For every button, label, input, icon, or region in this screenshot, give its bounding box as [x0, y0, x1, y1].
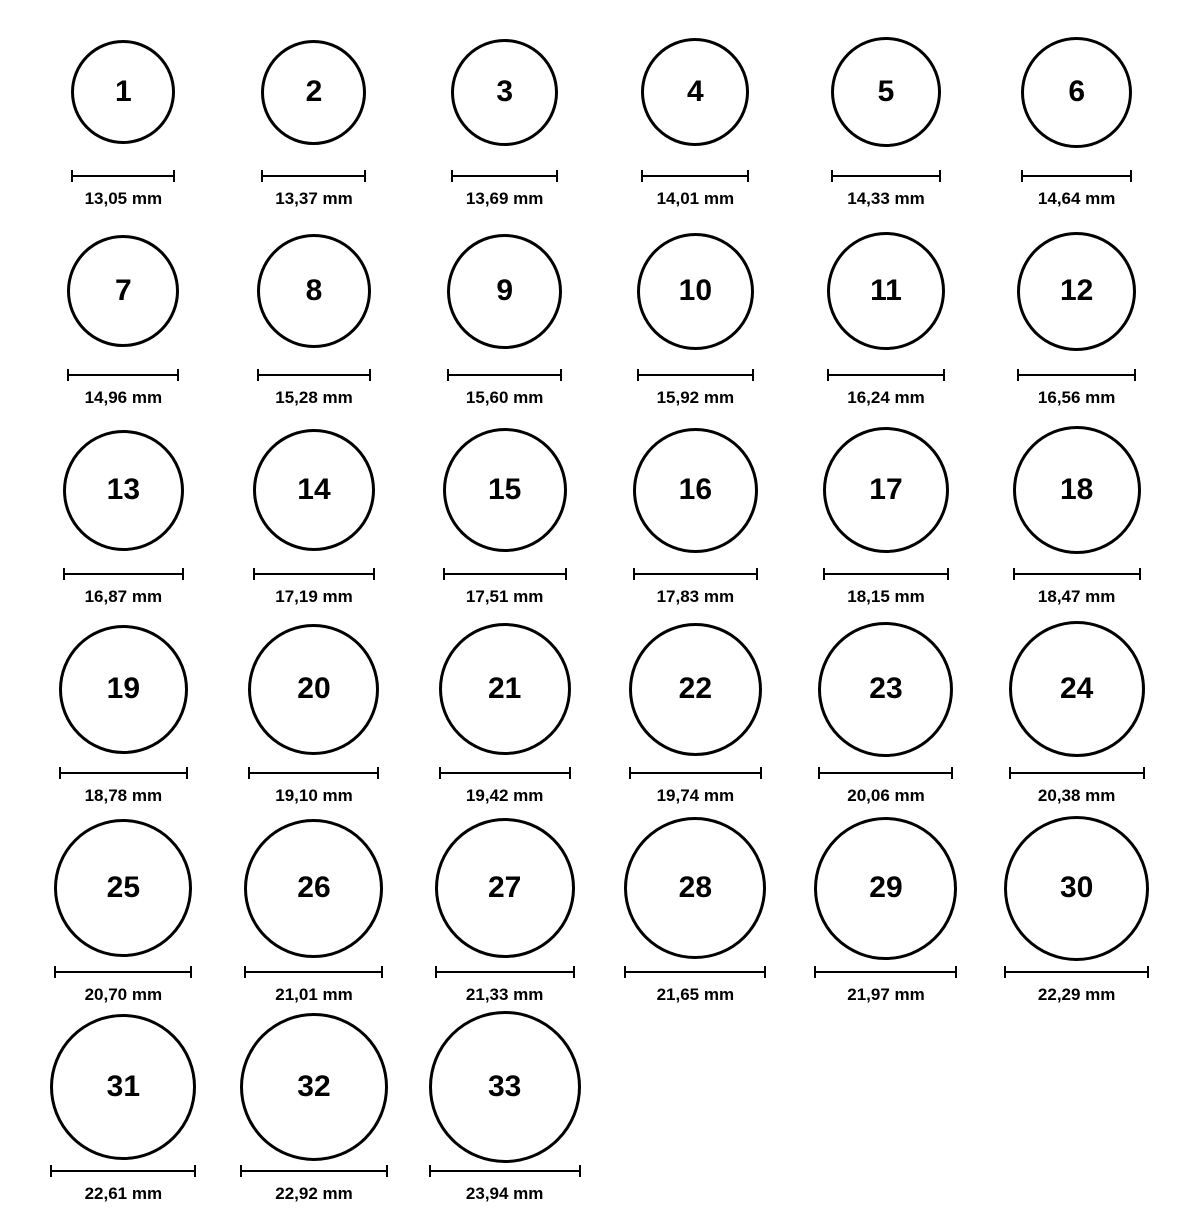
ring-diameter-label: 22,92 mm [275, 1184, 353, 1203]
dimension-tick-left-icon [637, 369, 639, 381]
ring-measure [240, 1165, 388, 1204]
dimension-tick-left-icon [447, 369, 449, 381]
ring-size-number: 2 [305, 75, 323, 108]
ring-circle [67, 235, 179, 347]
dimension-tick-right-icon [760, 767, 762, 779]
dimension-tick-left-icon [439, 767, 441, 779]
ring-size-cell [409, 1011, 600, 1210]
ring-size-cell [600, 613, 791, 812]
ring-size-number: 1 [114, 75, 132, 108]
dimension-tick-right-icon [386, 1165, 388, 1177]
ring-diameter-label: 20,70 mm [84, 985, 163, 1004]
ring-circle-wrap [253, 414, 375, 566]
ring-circle [443, 428, 567, 552]
ring-circle [261, 40, 366, 145]
ring-circle [629, 623, 762, 756]
dimension-line-icon [823, 568, 949, 580]
dimension-tick-right-icon [560, 369, 562, 381]
ring-diameter-label: 13,37 mm [275, 189, 353, 208]
ring-diameter-label: 21,65 mm [656, 985, 735, 1004]
dimension-tick-right-icon [182, 568, 184, 580]
ring-size-number: 4 [686, 75, 704, 108]
ring-measure [435, 966, 575, 1005]
ring-circle-wrap [637, 215, 754, 367]
ring-size-number: 22 [678, 672, 713, 705]
ring-size-number: 26 [297, 871, 331, 904]
ring-diameter-label: 19,10 mm [275, 786, 353, 805]
dimension-tick-right-icon [752, 369, 754, 381]
ring-circle-wrap [624, 812, 766, 964]
ring-diameter-label: 18,15 mm [847, 587, 925, 606]
dimension-line-icon [1017, 369, 1136, 381]
ring-size-grid [28, 16, 1172, 1210]
ring-size-number: 23 [869, 672, 903, 705]
dimension-tick-left-icon [67, 369, 69, 381]
dimension-tick-left-icon [633, 568, 635, 580]
ring-measure [253, 568, 375, 607]
ring-measure [1013, 568, 1141, 607]
ring-measure [244, 966, 383, 1005]
ring-circle [1009, 621, 1145, 757]
dimension-line-icon [1009, 767, 1145, 779]
ring-diameter-label: 17,51 mm [465, 587, 544, 606]
dimension-tick-left-icon [1013, 568, 1015, 580]
dimension-tick-right-icon [369, 369, 371, 381]
dimension-line-icon [629, 767, 762, 779]
dimension-tick-left-icon [818, 767, 820, 779]
dimension-tick-left-icon [71, 170, 73, 182]
ring-circle-wrap [633, 414, 758, 566]
dimension-line-icon [248, 767, 379, 779]
ring-size-number: 20 [297, 672, 331, 705]
ring-circle [451, 39, 558, 146]
dimension-line-icon [827, 369, 945, 381]
ring-circle [54, 819, 192, 957]
dimension-line-icon [59, 767, 188, 779]
dimension-tick-left-icon [443, 568, 445, 580]
ring-diameter-label: 21,33 mm [465, 985, 544, 1004]
ring-diameter-label: 20,06 mm [847, 786, 925, 805]
ring-diameter-label: 18,47 mm [1037, 587, 1116, 606]
ring-size-cell [791, 414, 982, 613]
ring-measure [814, 966, 957, 1005]
ring-size-cell [981, 812, 1172, 1011]
ring-circle [1021, 37, 1132, 148]
ring-circle-wrap [248, 613, 379, 765]
ring-size-cell [219, 16, 410, 215]
dimension-tick-left-icon [261, 170, 263, 182]
dimension-line-icon [818, 767, 953, 779]
dimension-tick-left-icon [54, 966, 56, 978]
ring-circle [831, 37, 941, 147]
ring-circle [1013, 426, 1141, 554]
ring-diameter-label: 15,92 mm [656, 388, 735, 407]
dimension-tick-left-icon [624, 966, 626, 978]
ring-measure [624, 966, 766, 1005]
ring-size-number: 15 [487, 473, 522, 506]
ring-diameter-label: 22,29 mm [1037, 985, 1116, 1004]
ring-circle [248, 624, 379, 755]
ring-diameter-label: 19,74 mm [656, 786, 735, 805]
ring-circle [814, 817, 957, 960]
ring-size-cell [981, 16, 1172, 215]
dimension-line-icon [1021, 170, 1132, 182]
dimension-tick-right-icon [1134, 369, 1136, 381]
ring-diameter-label: 13,69 mm [465, 189, 544, 208]
ring-circle-wrap [443, 414, 567, 566]
ring-size-cell [981, 414, 1172, 613]
ring-measure [831, 170, 941, 209]
dimension-tick-left-icon [827, 369, 829, 381]
dimension-line-icon [63, 568, 184, 580]
ring-diameter-label: 18,78 mm [84, 786, 163, 805]
ring-measure [818, 767, 953, 806]
dimension-tick-left-icon [248, 767, 250, 779]
ring-diameter-label: 14,33 mm [847, 189, 925, 208]
ring-circle-wrap [1009, 613, 1145, 765]
ring-size-cell [409, 414, 600, 613]
ring-circle [447, 234, 562, 349]
ring-size-cell [28, 16, 219, 215]
ring-size-number: 25 [106, 871, 141, 904]
ring-size-cell [28, 812, 219, 1011]
ring-size-cell [981, 215, 1172, 414]
dimension-tick-left-icon [240, 1165, 242, 1177]
ring-size-cell [28, 613, 219, 812]
ring-circle-wrap [451, 16, 558, 168]
dimension-tick-right-icon [756, 568, 758, 580]
dimension-line-icon [637, 369, 754, 381]
dimension-line-icon [814, 966, 957, 978]
ring-circle [1004, 816, 1149, 961]
ring-size-cell [600, 16, 791, 215]
dimension-line-icon [633, 568, 758, 580]
ring-diameter-label: 19,42 mm [465, 786, 544, 805]
dimension-tick-right-icon [947, 568, 949, 580]
ring-circle-wrap [244, 812, 383, 964]
ring-size-number: 12 [1059, 274, 1094, 307]
dimension-tick-right-icon [939, 170, 941, 182]
dimension-line-icon [624, 966, 766, 978]
ring-circle-wrap [71, 16, 175, 168]
ring-size-number: 24 [1059, 672, 1094, 705]
ring-size-cell [219, 613, 410, 812]
ring-circle-wrap [435, 812, 575, 964]
ring-circle-wrap [641, 16, 749, 168]
ring-circle-wrap [63, 414, 184, 566]
ring-circle [253, 429, 375, 551]
dimension-line-icon [244, 966, 383, 978]
ring-measure [1021, 170, 1132, 209]
dimension-tick-left-icon [253, 568, 255, 580]
ring-circle-wrap [827, 215, 945, 367]
ring-diameter-label: 14,96 mm [84, 388, 163, 407]
dimension-tick-right-icon [177, 369, 179, 381]
ring-circle-wrap [261, 16, 366, 168]
ring-measure [827, 369, 945, 408]
ring-diameter-label: 21,97 mm [847, 985, 925, 1004]
dimension-tick-left-icon [429, 1165, 431, 1177]
ring-size-number: 19 [106, 672, 141, 705]
ring-circle-wrap [67, 215, 179, 367]
ring-size-number: 17 [869, 473, 903, 506]
ring-circle-wrap [823, 414, 949, 566]
ring-diameter-label: 23,94 mm [465, 1184, 544, 1203]
ring-circle-wrap [1013, 414, 1141, 566]
ring-circle [59, 625, 188, 754]
dimension-tick-left-icon [63, 568, 65, 580]
dimension-line-icon [67, 369, 179, 381]
dimension-line-icon [443, 568, 567, 580]
ring-measure [257, 369, 371, 408]
dimension-line-icon [54, 966, 192, 978]
ring-circle [257, 234, 371, 348]
ring-measure [823, 568, 949, 607]
ring-size-cell [409, 812, 600, 1011]
ring-size-cell [28, 215, 219, 414]
dimension-tick-left-icon [831, 170, 833, 182]
dimension-line-icon [429, 1165, 581, 1177]
ring-size-number: 18 [1059, 473, 1094, 506]
ring-size-number: 3 [496, 75, 513, 108]
dimension-line-icon [240, 1165, 388, 1177]
ring-circle [637, 233, 754, 350]
ring-measure [261, 170, 366, 209]
ring-circle [63, 430, 184, 551]
dimension-tick-right-icon [1143, 767, 1145, 779]
ring-diameter-label: 22,61 mm [84, 1184, 163, 1203]
ring-diameter-label: 15,28 mm [275, 388, 353, 407]
ring-circle-wrap [831, 16, 941, 168]
ring-circle [244, 819, 383, 958]
ring-size-number: 14 [297, 473, 331, 506]
dimension-line-icon [447, 369, 562, 381]
dimension-tick-right-icon [373, 568, 375, 580]
ring-measure [63, 568, 184, 607]
ring-size-number: 5 [877, 75, 895, 108]
dimension-tick-right-icon [579, 1165, 581, 1177]
ring-diameter-label: 16,56 mm [1037, 388, 1116, 407]
dimension-tick-left-icon [1021, 170, 1023, 182]
dimension-tick-left-icon [641, 170, 643, 182]
dimension-tick-right-icon [747, 170, 749, 182]
dimension-tick-left-icon [257, 369, 259, 381]
ring-circle-wrap [1021, 16, 1132, 168]
dimension-tick-right-icon [194, 1165, 196, 1177]
dimension-tick-right-icon [569, 767, 571, 779]
ring-measure [54, 966, 192, 1005]
dimension-tick-right-icon [190, 966, 192, 978]
ring-circle [823, 427, 949, 553]
ring-size-number: 16 [678, 473, 713, 506]
dimension-tick-left-icon [244, 966, 246, 978]
dimension-tick-left-icon [1017, 369, 1019, 381]
ring-size-number: 13 [106, 473, 141, 506]
ring-circle-wrap [629, 613, 762, 765]
dimension-tick-right-icon [951, 767, 953, 779]
ring-measure [1009, 767, 1145, 806]
dimension-tick-left-icon [451, 170, 453, 182]
ring-circle [71, 40, 175, 144]
ring-size-cell [219, 812, 410, 1011]
dimension-tick-right-icon [1130, 170, 1132, 182]
dimension-tick-left-icon [50, 1165, 52, 1177]
ring-size-number: 32 [297, 1070, 331, 1103]
ring-size-cell [600, 812, 791, 1011]
ring-size-cell [409, 613, 600, 812]
ring-circle [641, 38, 749, 146]
ring-size-number: 8 [305, 274, 323, 307]
ring-circle-wrap [1017, 215, 1136, 367]
ring-size-number: 21 [487, 672, 522, 705]
ring-measure [67, 369, 179, 408]
dimension-tick-left-icon [814, 966, 816, 978]
dimension-tick-right-icon [364, 170, 366, 182]
dimension-line-icon [439, 767, 571, 779]
ring-measure [633, 568, 758, 607]
ring-size-number: 31 [106, 1070, 141, 1103]
ring-measure [641, 170, 749, 209]
ring-measure [429, 1165, 581, 1204]
dimension-tick-right-icon [565, 568, 567, 580]
ring-size-cell [791, 812, 982, 1011]
ring-measure [59, 767, 188, 806]
ring-circle [633, 428, 758, 553]
ring-diameter-label: 16,87 mm [84, 587, 163, 606]
dimension-tick-right-icon [186, 767, 188, 779]
ring-size-cell [219, 414, 410, 613]
ring-size-number: 27 [487, 871, 522, 904]
ring-diameter-label: 21,01 mm [275, 985, 353, 1004]
ring-circle-wrap [240, 1011, 388, 1163]
ring-circle [818, 622, 953, 757]
ring-circle-wrap [59, 613, 188, 765]
ring-size-cell [219, 1011, 410, 1210]
ring-measure [447, 369, 562, 408]
ring-circle [50, 1014, 196, 1160]
ring-size-number: 6 [1068, 75, 1085, 108]
ring-circle [439, 623, 571, 755]
ring-circle [240, 1013, 388, 1161]
ring-size-number: 10 [678, 274, 713, 307]
ring-size-cell [600, 414, 791, 613]
ring-circle-wrap [814, 812, 957, 964]
dimension-tick-right-icon [381, 966, 383, 978]
ring-size-number: 33 [487, 1070, 522, 1103]
ring-circle [435, 818, 575, 958]
dimension-tick-left-icon [59, 767, 61, 779]
dimension-tick-right-icon [943, 369, 945, 381]
ring-size-number: 30 [1059, 871, 1094, 904]
ring-size-cell [791, 16, 982, 215]
ring-diameter-label: 20,38 mm [1037, 786, 1116, 805]
ring-size-number: 29 [869, 871, 903, 904]
dimension-line-icon [435, 966, 575, 978]
ring-circle-wrap [429, 1011, 581, 1163]
ring-circle-wrap [50, 1011, 196, 1163]
dimension-line-icon [641, 170, 749, 182]
dimension-tick-right-icon [764, 966, 766, 978]
ring-diameter-label: 17,19 mm [275, 587, 353, 606]
dimension-line-icon [261, 170, 366, 182]
ring-size-number: 9 [496, 274, 513, 307]
ring-size-cell [409, 16, 600, 215]
ring-size-cell [28, 414, 219, 613]
ring-size-cell [791, 613, 982, 812]
ring-size-number: 7 [114, 274, 132, 307]
dimension-tick-left-icon [823, 568, 825, 580]
ring-measure [629, 767, 762, 806]
ring-circle-wrap [1004, 812, 1149, 964]
dimension-line-icon [50, 1165, 196, 1177]
ring-size-cell [600, 215, 791, 414]
ring-circle-wrap [439, 613, 571, 765]
dimension-tick-left-icon [1004, 966, 1006, 978]
ring-measure [50, 1165, 196, 1204]
dimension-tick-right-icon [377, 767, 379, 779]
ring-measure [1004, 966, 1149, 1005]
dimension-line-icon [831, 170, 941, 182]
dimension-tick-left-icon [629, 767, 631, 779]
ring-size-cell [791, 215, 982, 414]
ring-measure [248, 767, 379, 806]
ring-size-number: 28 [678, 871, 713, 904]
dimension-tick-left-icon [435, 966, 437, 978]
ring-size-cell [219, 215, 410, 414]
ring-circle-wrap [818, 613, 953, 765]
dimension-tick-right-icon [173, 170, 175, 182]
dimension-line-icon [1013, 568, 1141, 580]
ring-diameter-label: 16,24 mm [847, 388, 925, 407]
ring-circle [429, 1011, 581, 1163]
ring-measure [71, 170, 175, 209]
ring-measure [443, 568, 567, 607]
dimension-line-icon [253, 568, 375, 580]
dimension-line-icon [451, 170, 558, 182]
dimension-tick-right-icon [573, 966, 575, 978]
dimension-line-icon [71, 170, 175, 182]
ring-circle-wrap [447, 215, 562, 367]
ring-circle-wrap [54, 812, 192, 964]
dimension-line-icon [1004, 966, 1149, 978]
dimension-line-icon [257, 369, 371, 381]
ring-size-cell [981, 613, 1172, 812]
ring-size-cell [28, 1011, 219, 1210]
ring-size-cell [409, 215, 600, 414]
dimension-tick-right-icon [1147, 966, 1149, 978]
ring-diameter-label: 14,64 mm [1037, 189, 1116, 208]
ring-diameter-label: 14,01 mm [656, 189, 735, 208]
ring-diameter-label: 17,83 mm [656, 587, 735, 606]
ring-circle-wrap [257, 215, 371, 367]
dimension-tick-left-icon [1009, 767, 1011, 779]
ring-circle [624, 817, 766, 959]
ring-size-number: 11 [870, 274, 902, 307]
dimension-tick-right-icon [955, 966, 957, 978]
ring-measure [439, 767, 571, 806]
ring-circle [1017, 232, 1136, 351]
ring-diameter-label: 15,60 mm [465, 388, 544, 407]
ring-circle [827, 232, 945, 350]
ring-diameter-label: 13,05 mm [84, 189, 163, 208]
ring-measure [637, 369, 754, 408]
ring-measure [451, 170, 558, 209]
dimension-tick-right-icon [1139, 568, 1141, 580]
ring-measure [1017, 369, 1136, 408]
dimension-tick-right-icon [556, 170, 558, 182]
